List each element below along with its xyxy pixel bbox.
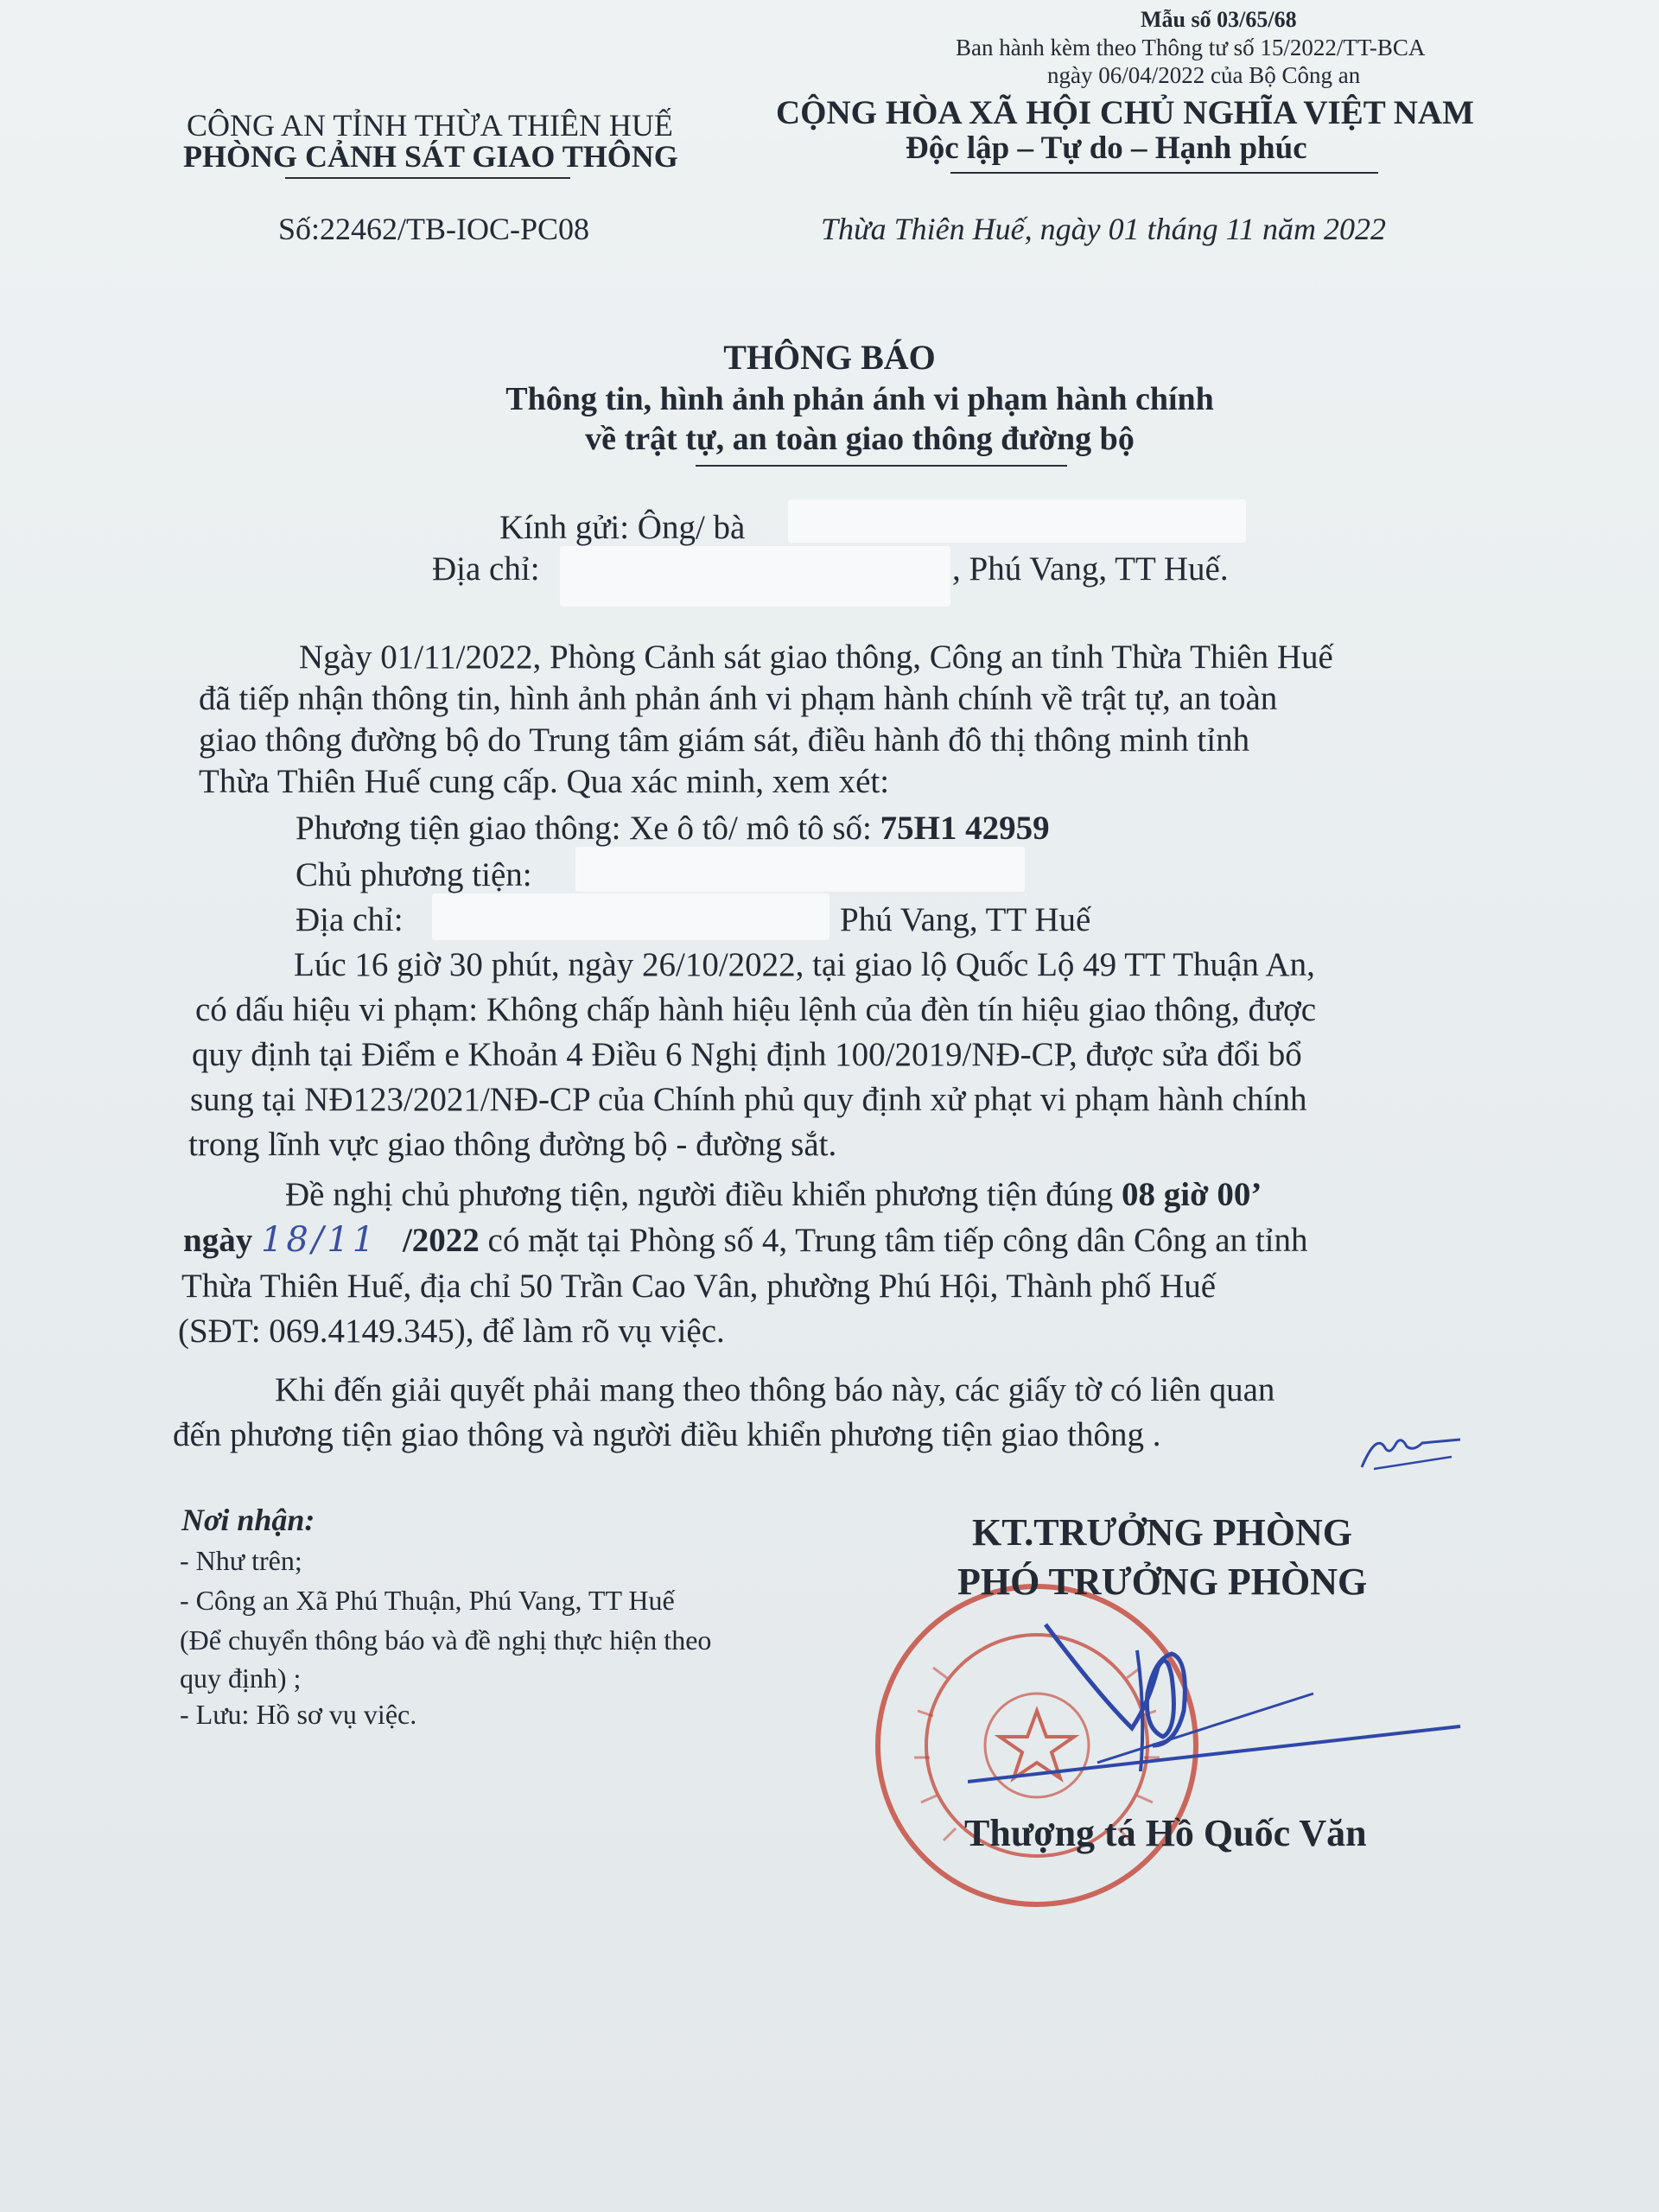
- vehicle-line: [296, 809, 1050, 848]
- signer-name: Thượng tá Hồ Quốc Văn: [964, 1812, 1367, 1854]
- handwritten-signature: [968, 1599, 1503, 1823]
- paragraph-2-line-1: Lúc 16 giờ 30 phút, ngày 26/10/2022, tại giao lộ Quốc Lộ 49 TT Thuận An,: [294, 946, 1315, 983]
- owner-address-tail: Phú Vang, TT Huế: [840, 901, 1091, 938]
- issuer-line-2: PHÒNG CẢNH SÁT GIAO THÔNG: [183, 139, 678, 174]
- form-code: Mẫu số 03/65/68: [1141, 7, 1297, 32]
- appointment-year: /2022: [402, 1222, 480, 1259]
- recipient-item-1: - Như trên;: [180, 1545, 302, 1576]
- paragraph-1-line-1: Ngày 01/11/2022, Phòng Cảnh sát giao thông, Công an tỉnh Thừa Thiên Huế: [299, 639, 1333, 676]
- issuer-line-1: CÔNG AN TỈNH THỪA THIÊN HUẾ: [187, 108, 673, 143]
- redacted-recipient-name: [788, 499, 1246, 543]
- appointment-time: 08 giờ 00’: [1122, 1176, 1262, 1213]
- paragraph-2-line-4: sung tại NĐ123/2021/NĐ-CP của Chính phủ quy định xử phạt vi phạm hành chính: [190, 1081, 1307, 1118]
- owner-label: Chủ phương tiện:: [296, 856, 532, 893]
- document-title: THÔNG BÁO: [723, 338, 936, 377]
- redacted-recipient-address: [560, 546, 950, 607]
- initials-scribble: [1357, 1417, 1469, 1478]
- paragraph-1-line-3: giao thông đường bộ do Trung tâm giám sát, điều hành đô thị thông minh tỉnh: [199, 721, 1250, 759]
- document-subtitle-2: về trật tự, an toàn giao thông đường bộ: [585, 421, 1135, 457]
- redacted-owner-address: [432, 893, 830, 940]
- form-issued-date: ngày 06/04/2022 của Bộ Công an: [1047, 62, 1361, 88]
- paragraph-3-line-1: [285, 1175, 1262, 1214]
- recipient-address-tail: , Phú Vang, TT Huế.: [952, 550, 1229, 588]
- vehicle-label: Phương tiện giao thông: Xe ô tô/ mô tô số:: [296, 810, 880, 847]
- paragraph-2-line-5: trong lĩnh vực giao thông đường bộ - đường sắt.: [188, 1126, 837, 1163]
- recipient-label: Kính gửi: Ông/ bà: [499, 509, 746, 546]
- recipients-heading: Nơi nhận:: [181, 1503, 315, 1537]
- paragraph-2-line-3: quy định tại Điểm e Khoản 4 Điều 6 Nghị định 100/2019/NĐ-CP, được sửa đổi bổ: [192, 1036, 1302, 1073]
- owner-address-label: Địa chỉ:: [296, 901, 404, 938]
- recipient-item-5: - Lưu: Hồ sơ vụ việc.: [180, 1699, 417, 1730]
- place-date: Thừa Thiên Huế, ngày 01 tháng 11 năm 2022: [821, 212, 1386, 246]
- recipient-address-label: Địa chỉ:: [432, 550, 540, 588]
- form-issued-with: Ban hành kèm theo Thông tư số 15/2022/TT-BCA: [956, 35, 1426, 60]
- recipient-item-3: (Để chuyển thông báo và đề nghị thực hiện theo: [180, 1624, 712, 1656]
- paragraph-1-line-4: Thừa Thiên Huế cung cấp. Qua xác minh, xem xét:: [199, 763, 890, 800]
- document-number: Số:22462/TB-IOC-PC08: [278, 212, 590, 246]
- paragraph-1-line-2: đã tiếp nhận thông tin, hình ảnh phản ánh vi phạm hành chính về trật tự, an toàn: [199, 680, 1278, 717]
- document-subtitle-1: Thông tin, hình ảnh phản ánh vi phạm hành chính: [505, 381, 1214, 417]
- signature-title-line-1: KT.TRƯỞNG PHÒNG: [972, 1511, 1352, 1554]
- paragraph-4-line-2: đến phương tiện giao thông và người điều khiển phương tiện giao thông .: [173, 1416, 1161, 1453]
- recipient-item-4: quy định) ;: [180, 1662, 302, 1694]
- vehicle-plate: 75H1 42959: [880, 810, 1050, 847]
- paragraph-4-line-1: Khi đến giải quyết phải mang theo thông báo này, các giấy tờ có liên quan: [275, 1371, 1275, 1408]
- signature-title-line-2: PHÓ TRƯỞNG PHÒNG: [957, 1560, 1368, 1603]
- national-motto: Độc lập – Tự do – Hạnh phúc: [906, 130, 1307, 166]
- paragraph-3-line-4: (SĐT: 069.4149.345), để làm rõ vụ việc.: [178, 1313, 725, 1350]
- handwritten-date: 18/11: [260, 1220, 378, 1260]
- appointment-place-text: có mặt tại Phòng số 4, Trung tâm tiếp công dân Công an tỉnh: [479, 1222, 1308, 1259]
- national-header-line-1: CỘNG HÒA XÃ HỘI CHỦ NGHĨA VIỆT NAM: [776, 94, 1474, 131]
- paragraph-3-line-3: Thừa Thiên Huế, địa chỉ 50 Trần Cao Vân, phường Phú Hội, Thành phố Huế: [181, 1268, 1217, 1305]
- paragraph-3-line-2: [183, 1220, 1308, 1260]
- appointment-day-label: ngày: [183, 1222, 261, 1259]
- appointment-request-text: Đề nghị chủ phương tiện, người điều khiển phương tiện đúng: [285, 1176, 1122, 1213]
- redacted-owner-name: [575, 847, 1025, 892]
- subtitle-underline: [696, 465, 1067, 467]
- issuer-underline: [285, 177, 570, 179]
- motto-underline: [950, 172, 1378, 174]
- paragraph-2-line-2: có dấu hiệu vi phạm: Không chấp hành hiệu lệnh của đèn tín hiệu giao thông, được: [195, 991, 1317, 1028]
- recipient-item-2: - Công an Xã Phú Thuận, Phú Vang, TT Huế: [180, 1585, 675, 1616]
